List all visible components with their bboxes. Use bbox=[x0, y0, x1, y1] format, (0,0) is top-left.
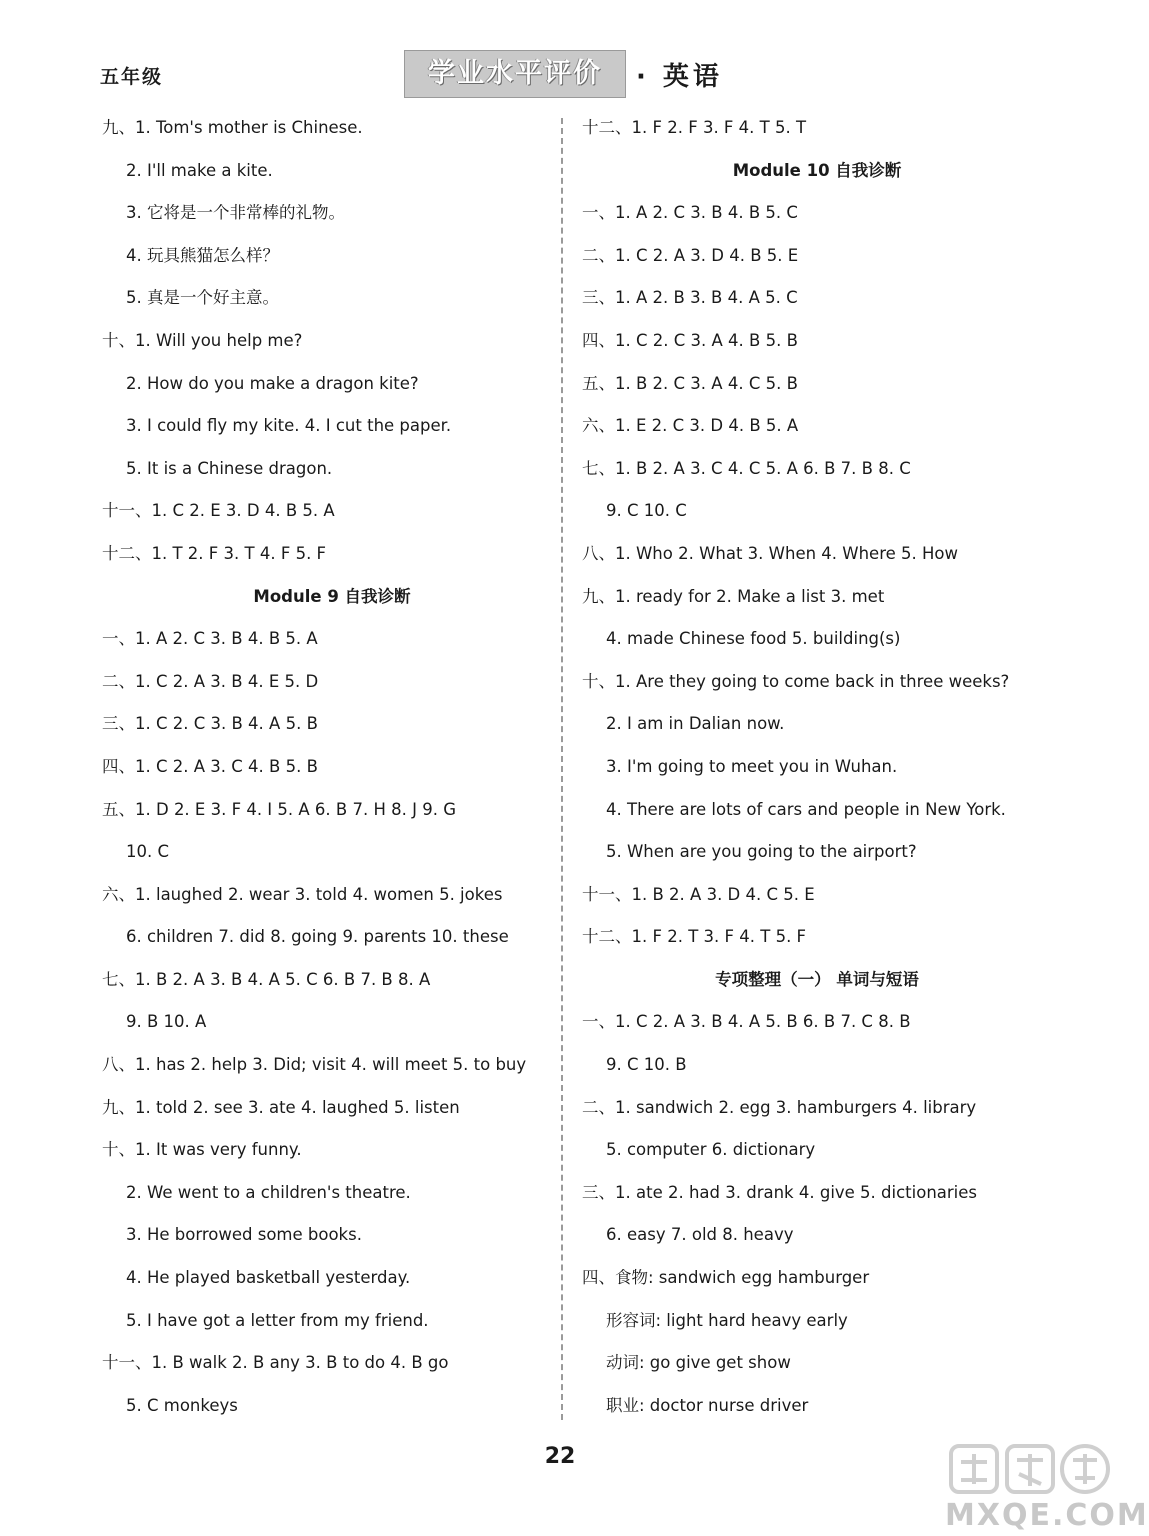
answer-line: 5. C monkeys bbox=[126, 1395, 238, 1415]
answer-line: 四、1. C 2. A 3. C 4. B 5. B bbox=[102, 756, 318, 776]
answer-line: 十一、1. B walk 2. B any 3. B to do 4. B go bbox=[102, 1353, 449, 1373]
answer-line: 一、1. A 2. C 3. B 4. B 5. A bbox=[102, 629, 318, 649]
answer-line: 9. C 10. B bbox=[606, 1055, 687, 1075]
left-answer-column bbox=[102, 107, 562, 1427]
page-number: 22 bbox=[544, 1444, 576, 1469]
watermark-logo-icon bbox=[949, 1440, 1111, 1498]
answer-line: 十二、1. F 2. F 3. F 4. T 5. T bbox=[582, 118, 807, 137]
grade-label: 五年级 bbox=[100, 66, 164, 88]
answer-line: 2. How do you make a dragon kite? bbox=[126, 373, 419, 393]
answer-line: 七、1. B 2. A 3. B 4. A 5. C 6. B 7. B 8. A bbox=[102, 969, 431, 989]
answer-line: 2. We went to a children's theatre. bbox=[126, 1182, 411, 1202]
answer-line: 三、1. ate 2. had 3. drank 4. give 5. dictionaries bbox=[582, 1182, 978, 1202]
section-heading: 专项整理（一） 单词与短语 bbox=[715, 969, 919, 989]
subject-label: · 英语 bbox=[636, 62, 723, 92]
answer-line: 八、1. Who 2. What 3. When 4. Where 5. How bbox=[582, 543, 959, 563]
answer-line: 6. children 7. did 8. going 9. parents 10. these bbox=[126, 927, 509, 947]
answer-line: 九、1. Tom's mother is Chinese. bbox=[102, 118, 363, 137]
answer-line: 3. I'm going to meet you in Wuhan. bbox=[606, 756, 898, 776]
answer-line: 9. B 10. A bbox=[126, 1012, 207, 1032]
answer-line: 4. There are lots of cars and people in New York. bbox=[606, 799, 1006, 819]
answer-line: 形容词: light hard heavy early bbox=[606, 1310, 848, 1330]
answer-line: 5. computer 6. dictionary bbox=[606, 1140, 816, 1160]
answer-line: 六、1. E 2. C 3. D 4. B 5. A bbox=[582, 416, 799, 436]
answer-line: 十、1. Will you help me? bbox=[102, 330, 303, 350]
answer-line: 七、1. B 2. A 3. C 4. C 5. A 6. B 7. B 8. C bbox=[582, 458, 911, 478]
answer-line: 三、1. A 2. B 3. B 4. A 5. C bbox=[582, 288, 798, 308]
answer-line: 十一、1. B 2. A 3. D 4. C 5. E bbox=[582, 884, 815, 904]
answer-line: 动词: go give get show bbox=[606, 1353, 791, 1373]
answer-line: 3. I could fly my kite. 4. I cut the paper. bbox=[126, 416, 452, 436]
answer-line: 五、1. D 2. E 3. F 4. I 5. A 6. B 7. H 8. J 9. G bbox=[102, 799, 457, 819]
answer-line: 九、1. told 2. see 3. ate 4. laughed 5. listen bbox=[102, 1097, 460, 1117]
answer-line: 六、1. laughed 2. wear 3. told 4. women 5. jokes bbox=[102, 884, 503, 904]
answer-line: 4. made Chinese food 5. building(s) bbox=[606, 629, 901, 649]
answer-line: 三、1. C 2. C 3. B 4. A 5. B bbox=[102, 714, 318, 734]
section-heading: Module 10 自我诊断 bbox=[732, 160, 902, 180]
answer-line: 5. I have got a letter from my friend. bbox=[126, 1310, 429, 1330]
answer-line: 9. C 10. C bbox=[606, 501, 687, 521]
answer-line: 四、1. C 2. C 3. A 4. B 5. B bbox=[582, 330, 798, 350]
answer-line: 一、1. C 2. A 3. B 4. A 5. B 6. B 7. C 8. B bbox=[582, 1012, 911, 1032]
right-answer-column bbox=[582, 107, 1052, 1427]
answer-line: 2. I'll make a kite. bbox=[126, 160, 273, 180]
answer-line: 四、食物: sandwich egg hamburger bbox=[582, 1268, 870, 1288]
answer-line: 10. C bbox=[126, 842, 170, 862]
answer-line: 一、1. A 2. C 3. B 4. B 5. C bbox=[582, 203, 798, 223]
section-heading: Module 9 自我诊断 bbox=[253, 586, 411, 606]
answer-line: 5. When are you going to the airport? bbox=[606, 842, 917, 862]
series-title: 学业水平评价 bbox=[404, 50, 626, 98]
answer-line: 3. 它将是一个非常棒的礼物。 bbox=[126, 203, 345, 223]
answer-line: 九、1. ready for 2. Make a list 3. met bbox=[582, 586, 885, 606]
answer-line: 职业: doctor nurse driver bbox=[606, 1395, 809, 1415]
watermark-text: MXQE.COM bbox=[945, 1498, 1149, 1533]
answer-line: 4. 玩具熊猫怎么样？ bbox=[126, 245, 279, 265]
answer-line: 3. He borrowed some books. bbox=[126, 1225, 362, 1245]
answer-line: 十一、1. C 2. E 3. D 4. B 5. A bbox=[102, 501, 335, 521]
answer-line: 八、1. has 2. help 3. Did; visit 4. will meet 5. to buy bbox=[102, 1055, 527, 1075]
answer-line: 十二、1. T 2. F 3. T 4. F 5. F bbox=[102, 543, 327, 563]
answer-line: 4. He played basketball yesterday. bbox=[126, 1268, 411, 1288]
page-header bbox=[0, 46, 1120, 104]
answer-line: 5. 真是一个好主意。 bbox=[126, 288, 279, 308]
watermark bbox=[945, 1440, 1149, 1536]
answer-line: 十、1. It was very funny. bbox=[102, 1140, 302, 1160]
answer-line: 5. It is a Chinese dragon. bbox=[126, 458, 333, 478]
answer-line: 二、1. sandwich 2. egg 3. hamburgers 4. library bbox=[582, 1097, 977, 1117]
answer-line: 6. easy 7. old 8. heavy bbox=[606, 1225, 794, 1245]
answer-line: 十二、1. F 2. T 3. F 4. T 5. F bbox=[582, 927, 807, 947]
answer-line: 五、1. B 2. C 3. A 4. C 5. B bbox=[582, 373, 798, 393]
answer-line: 2. I am in Dalian now. bbox=[606, 714, 785, 734]
answer-line: 二、1. C 2. A 3. B 4. E 5. D bbox=[102, 671, 319, 691]
answer-line: 十、1. Are they going to come back in three weeks? bbox=[582, 671, 1010, 691]
answer-line: 二、1. C 2. A 3. D 4. B 5. E bbox=[582, 245, 799, 265]
